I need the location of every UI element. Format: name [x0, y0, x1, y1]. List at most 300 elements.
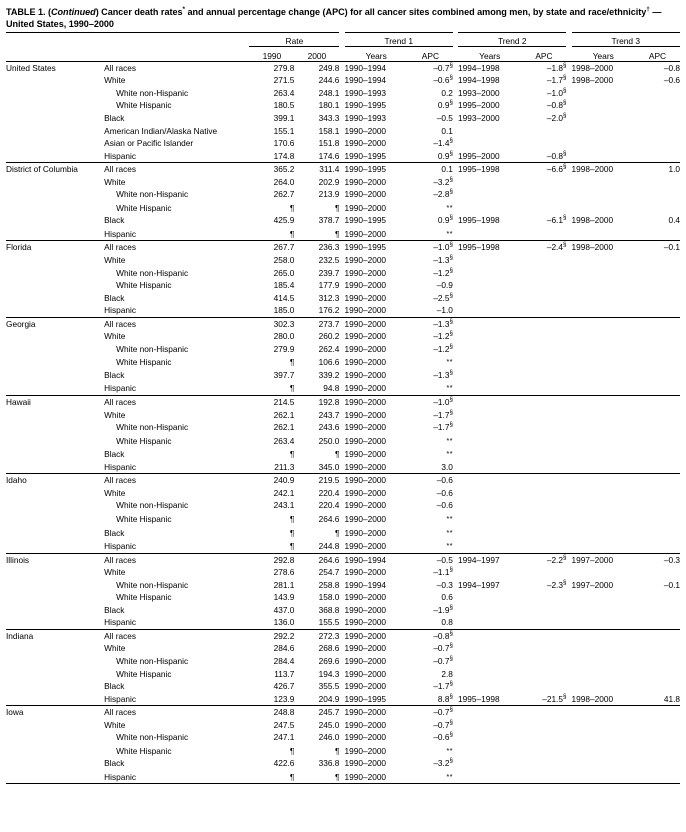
state-name-cell	[6, 693, 104, 706]
trend1-years-cell: 1990–2000	[345, 317, 408, 330]
table-row	[6, 461, 680, 474]
significance-marker: §	[562, 99, 567, 107]
trend2-apc-cell	[521, 566, 566, 579]
table-row	[6, 87, 680, 100]
trend1-apc-cell: –0.6	[408, 474, 453, 487]
state-name-cell	[6, 267, 104, 280]
trend3-years-cell	[572, 267, 635, 280]
trend3-years-cell: 1998–2000	[571, 75, 614, 86]
header-group-trend-3: Trend 3	[572, 32, 680, 46]
trend3-years-cell	[572, 680, 635, 693]
trend2-years-cell	[458, 719, 521, 732]
trend2-apc-cell	[521, 176, 566, 189]
race-category-cell: Hispanic	[104, 461, 136, 472]
significance-marker: §	[562, 87, 567, 95]
significance-marker: §	[449, 408, 453, 416]
trend1-years-cell: 1990–1995	[344, 215, 387, 226]
significance-marker: §	[449, 369, 453, 377]
rate-1990-cell: 174.8	[273, 150, 295, 161]
unavailable-symbol: ¶	[334, 745, 340, 756]
trend2-years-cell	[458, 616, 521, 629]
state-name-cell	[6, 176, 104, 189]
trend1-apc-cell	[408, 526, 453, 540]
trend2-apc-cell	[521, 201, 566, 215]
rate-1990-cell: 262.1	[273, 409, 295, 420]
rate-1990-cell: 284.4	[273, 655, 295, 666]
trend3-apc-cell	[635, 616, 680, 629]
trend3-apc-cell: –0.6	[663, 75, 680, 86]
rate-1990-cell: 243.1	[273, 500, 295, 511]
trend3-years-cell	[572, 343, 635, 356]
trend2-years-cell	[458, 137, 521, 150]
rate-2000-cell: 194.3	[318, 668, 340, 679]
significance-marker: §	[449, 630, 453, 638]
rate-2000-cell: 239.7	[318, 267, 340, 278]
trend2-apc-cell: –21.5§	[542, 692, 567, 704]
significance-marker: §	[449, 241, 453, 249]
trend2-apc-cell	[521, 317, 566, 330]
trend1-apc-cell: –0.5	[408, 553, 453, 566]
rate-1990-cell: 414.5	[273, 292, 295, 303]
significance-marker: §	[562, 214, 567, 222]
trend3-years-cell	[572, 706, 635, 719]
unavailable-symbol: ¶	[289, 541, 295, 552]
significance-marker: §	[562, 62, 567, 70]
trend1-years-cell: 1990–2000	[344, 681, 387, 692]
trend1-years-cell: 1990–2000	[344, 617, 387, 628]
table-row	[6, 499, 680, 512]
trend1-years-cell: 1990–2000	[344, 189, 387, 200]
significance-marker: §	[449, 266, 453, 274]
race-category-cell: All races	[104, 629, 249, 642]
significance-marker: §	[449, 99, 453, 107]
table-row	[6, 642, 680, 655]
state-name-cell	[6, 770, 104, 784]
trend2-years-cell	[458, 512, 521, 526]
header-group-row	[6, 32, 680, 46]
rate-1990-cell: 437.0	[273, 604, 295, 615]
trend2-apc-cell: –0.8§	[546, 149, 567, 161]
race-category-cell: All races	[104, 61, 249, 74]
trend1-years-cell: 1990–1994	[345, 553, 408, 566]
trend1-apc-cell	[408, 539, 453, 553]
table-title-continued: Continued	[51, 7, 96, 17]
table-row	[6, 693, 680, 706]
header-col-trend3-years: Years	[592, 50, 614, 61]
trend2-apc-cell: –6.6§	[521, 163, 566, 176]
state-name-cell	[6, 642, 104, 655]
race-category-cell: Hispanic	[104, 617, 136, 628]
trend3-apc-cell	[635, 512, 680, 526]
significance-marker: §	[449, 680, 453, 688]
header-col-rate-2000: 2000	[307, 50, 327, 61]
rate-1990-cell: 240.9	[249, 474, 294, 487]
trend1-years-cell: 1990–1995	[345, 241, 408, 254]
rate-1990-cell: 281.1	[273, 579, 295, 590]
trend1-apc-cell: –1.7§	[433, 680, 453, 692]
race-category-cell: White non-Hispanic	[116, 655, 189, 666]
trend1-years-cell: 1990–2000	[344, 513, 387, 524]
rate-2000-cell: 246.0	[318, 732, 340, 743]
significance-marker: §	[449, 214, 453, 222]
rate-1990-cell: 426.7	[273, 681, 295, 692]
trend1-years-cell: 1990–2000	[345, 629, 408, 642]
rate-2000-cell: 232.5	[318, 255, 340, 266]
table-row	[6, 99, 680, 112]
state-name-cell	[6, 201, 104, 215]
trend1-years-cell: 1990–2000	[344, 758, 387, 769]
unavailable-symbol: ¶	[289, 202, 295, 213]
trend3-apc-cell	[635, 188, 680, 201]
header-col-rate-1990: 1990	[262, 50, 282, 61]
trend1-years-cell: 1990–2000	[344, 383, 387, 394]
state-name-cell	[6, 343, 104, 356]
state-name-cell	[6, 279, 104, 292]
trend2-years-cell	[458, 125, 521, 138]
unavailable-symbol: ¶	[289, 745, 295, 756]
trend1-years-cell: 1990–2000	[344, 527, 387, 538]
trend2-apc-cell: –2.0§	[546, 112, 567, 123]
trend3-apc-cell	[635, 770, 680, 784]
trend2-years-cell	[458, 680, 521, 693]
trend2-years-cell: 1994–1997	[458, 553, 521, 566]
trend2-years-cell: 1994–1998	[458, 75, 500, 86]
trend3-apc-cell	[635, 355, 680, 369]
table-row	[6, 566, 680, 579]
trend1-years-cell: 1990–2000	[344, 409, 387, 420]
rate-2000-cell: 345.0	[318, 461, 340, 472]
trend3-apc-cell: 1.0	[635, 163, 680, 176]
footnote-marker-dagger: †	[646, 5, 650, 13]
trend2-apc-cell	[521, 254, 566, 267]
table-row	[6, 150, 680, 163]
trend2-years-cell	[458, 487, 521, 500]
table-row	[6, 579, 680, 592]
rate-2000-cell: 220.4	[318, 500, 340, 511]
trend1-years-cell: 1990–2000	[344, 280, 387, 291]
trend1-apc-cell: –3.2§	[433, 757, 453, 769]
rate-2000-cell: 155.5	[318, 617, 340, 628]
table-row	[6, 553, 680, 566]
rate-1990-cell: 262.7	[273, 189, 295, 200]
table-row	[6, 757, 680, 770]
trend1-years-cell: 1990–2000	[344, 732, 387, 743]
state-name-cell	[6, 668, 104, 681]
trend3-apc-cell: –0.3	[635, 553, 680, 566]
trend3-years-cell	[572, 655, 635, 668]
trend3-years-cell	[572, 499, 635, 512]
trend2-apc-cell	[521, 461, 566, 474]
significance-marker: §	[562, 163, 567, 171]
unavailable-symbol: ¶	[334, 228, 340, 239]
trend1-years-cell: 1990–2000	[344, 643, 387, 654]
trend3-years-cell: 1998–2000	[572, 61, 635, 74]
table-row	[6, 770, 680, 784]
trend2-apc-cell	[521, 668, 566, 681]
rate-2000-cell: 204.9	[318, 693, 340, 704]
trend3-years-cell	[572, 330, 635, 343]
trend2-years-cell	[458, 629, 521, 642]
trend3-apc-cell: 0.4	[668, 215, 680, 226]
trend1-apc-cell: –2.5§	[433, 291, 453, 303]
trend2-apc-cell: –2.3§	[546, 578, 567, 590]
header-col-trend1-apc: APC	[421, 50, 440, 61]
trend1-apc-cell: –1.9§	[433, 604, 453, 615]
significance-marker: §	[562, 578, 567, 586]
table-row	[6, 369, 680, 382]
race-category-cell: White Hispanic	[116, 513, 172, 524]
header-sub-spacer-2	[104, 46, 249, 61]
race-category-cell: White Hispanic	[116, 357, 172, 368]
state-name-cell	[6, 188, 104, 201]
trend2-years-cell	[458, 434, 521, 448]
trend3-apc-cell	[635, 539, 680, 553]
trend3-apc-cell	[635, 381, 680, 395]
bottom-rule-cell	[6, 784, 680, 785]
trend2-years-cell	[458, 539, 521, 553]
rate-2000-cell	[294, 526, 339, 540]
trend1-apc-cell: 2.8	[441, 668, 453, 679]
trend3-apc-cell	[635, 604, 680, 617]
rate-1990-cell: 262.1	[273, 422, 295, 433]
trend2-years-cell	[458, 770, 521, 784]
state-name-cell	[6, 526, 104, 540]
trend2-years-cell	[458, 176, 521, 189]
table-row	[6, 267, 680, 280]
header-col-trend2-years: Years	[479, 50, 501, 61]
trend2-apc-cell	[521, 343, 566, 356]
trend2-apc-cell	[521, 421, 566, 434]
table-row	[6, 304, 680, 317]
trend2-years-cell	[458, 447, 521, 461]
state-name-cell	[6, 719, 104, 732]
unavailable-symbol: ¶	[289, 771, 295, 782]
rate-2000-cell: 273.7	[294, 317, 339, 330]
trend1-apc-cell: 0.8	[441, 617, 453, 628]
rate-1990-cell: 247.1	[273, 732, 295, 743]
significance-marker: §	[562, 149, 567, 157]
table-row	[6, 706, 680, 719]
trend1-apc-cell: –2.8§	[433, 188, 453, 200]
trend1-apc-cell: –0.8§	[408, 629, 453, 642]
trend3-apc-cell	[635, 409, 680, 422]
trend1-apc-cell: –1.2§	[433, 266, 453, 278]
trend3-apc-cell	[635, 150, 680, 163]
race-category-cell: All races	[104, 241, 249, 254]
state-name-cell: Hawaii	[6, 396, 104, 409]
trend1-apc-cell: –3.2§	[433, 175, 453, 187]
trend1-apc-cell: 0.9§	[437, 149, 453, 161]
table-row	[6, 137, 680, 150]
rate-1990-cell: 185.0	[273, 305, 295, 316]
state-name-cell	[6, 112, 104, 125]
trend1-years-cell: 1990–1995	[344, 693, 387, 704]
trend2-apc-cell	[521, 604, 566, 617]
rate-2000-cell: 244.6	[318, 75, 340, 86]
table-header	[6, 32, 680, 61]
trend2-years-cell	[458, 731, 521, 744]
significance-marker: §	[449, 175, 453, 183]
trend2-apc-cell	[521, 591, 566, 604]
rate-2000-cell	[294, 227, 339, 241]
trend2-apc-cell	[521, 355, 566, 369]
trend2-apc-cell	[521, 304, 566, 317]
not-significant-symbol: **	[446, 771, 453, 781]
race-category-cell: White	[104, 409, 126, 420]
trend1-apc-cell	[408, 227, 453, 241]
state-name-cell	[6, 447, 104, 461]
trend3-apc-cell	[635, 499, 680, 512]
trend2-years-cell	[458, 706, 521, 719]
rate-2000-cell: 272.3	[294, 629, 339, 642]
rate-2000-cell: 180.1	[318, 100, 340, 111]
trend3-years-cell	[572, 137, 635, 150]
table-row	[6, 539, 680, 553]
race-category-cell: White	[104, 719, 126, 730]
race-category-cell: Black	[104, 369, 125, 380]
table-row	[6, 330, 680, 343]
rate-2000-cell: 243.6	[318, 422, 340, 433]
trend2-apc-cell	[521, 744, 566, 758]
state-name-cell	[6, 680, 104, 693]
trend1-years-cell: 1990–2000	[344, 668, 387, 679]
trend3-years-cell	[572, 409, 635, 422]
trend2-apc-cell	[521, 719, 566, 732]
rate-1990-cell	[249, 512, 294, 526]
trend3-apc-cell: –0.8	[635, 61, 680, 74]
table-row	[6, 112, 680, 125]
trend3-years-cell: 1998–2000	[571, 215, 614, 226]
significance-marker: §	[449, 396, 453, 404]
trend1-years-cell: 1990–2000	[344, 138, 387, 149]
trend1-apc-cell: –0.6	[436, 487, 453, 498]
race-category-cell: Black	[104, 215, 125, 226]
significance-marker: §	[449, 188, 453, 196]
trend2-apc-cell	[521, 731, 566, 744]
state-name-cell	[6, 487, 104, 500]
trend1-apc-cell: –1.1§	[433, 566, 453, 578]
state-name-cell	[6, 150, 104, 163]
trend1-years-cell: 1990–2000	[344, 771, 387, 782]
rate-1990-cell: 425.9	[273, 215, 295, 226]
table-row	[6, 668, 680, 681]
state-name-cell	[6, 591, 104, 604]
race-category-cell: Black	[104, 449, 125, 460]
significance-marker: §	[449, 254, 453, 262]
trend2-apc-cell	[521, 642, 566, 655]
rate-2000-cell: 249.8	[294, 61, 339, 74]
trend1-apc-cell: 3.0	[441, 461, 453, 472]
trend1-years-cell: 1990–1995	[344, 100, 387, 111]
trend3-years-cell	[572, 668, 635, 681]
not-significant-symbol: **	[446, 357, 453, 367]
trend2-apc-cell	[521, 125, 566, 138]
trend1-years-cell: 1990–1994	[344, 579, 387, 590]
rate-1990-cell: 155.1	[273, 125, 295, 136]
state-name-cell: Georgia	[6, 317, 104, 330]
state-name-cell: Idaho	[6, 474, 104, 487]
trend3-years-cell: 1998–2000	[572, 241, 635, 254]
trend3-years-cell	[572, 227, 635, 241]
rate-2000-cell: 254.7	[318, 567, 340, 578]
rate-1990-cell: 278.6	[273, 567, 295, 578]
table-row	[6, 355, 680, 369]
trend3-years-cell	[572, 757, 635, 770]
table-row	[6, 744, 680, 758]
rate-1990-cell	[249, 201, 294, 215]
footnote-marker-star: *	[182, 5, 185, 13]
trend2-years-cell	[458, 188, 521, 201]
state-name-cell	[6, 409, 104, 422]
trend3-years-cell	[572, 381, 635, 395]
rate-2000-cell: 158.0	[318, 592, 340, 603]
significance-marker: §	[449, 74, 453, 82]
rate-2000-cell: 213.9	[318, 189, 340, 200]
race-category-cell: White non-Hispanic	[116, 343, 189, 354]
significance-marker: §	[449, 731, 453, 739]
race-category-cell: White Hispanic	[116, 280, 172, 291]
state-name-cell	[6, 421, 104, 434]
trend1-apc-cell: –1.7§	[433, 421, 453, 433]
trend3-years-cell	[572, 731, 635, 744]
rate-1990-cell: 264.0	[273, 176, 295, 187]
rate-2000-cell: 260.2	[318, 331, 340, 342]
significance-marker: §	[562, 553, 567, 561]
significance-marker: §	[449, 421, 453, 429]
race-category-cell: Black	[104, 604, 125, 615]
trend2-years-cell	[458, 292, 521, 305]
trend1-apc-cell: –1.4§	[433, 137, 453, 149]
trend2-years-cell: 1995–2000	[458, 100, 500, 111]
trend3-apc-cell	[635, 330, 680, 343]
trend3-apc-cell	[635, 526, 680, 540]
rate-2000-cell: 250.0	[318, 435, 340, 446]
state-name-cell	[6, 461, 104, 474]
table-title-rest: and annual percentage change (APC) for all cancer sites combined among men, by state and race/ethnicity	[185, 7, 647, 17]
significance-marker: §	[449, 706, 453, 714]
header-sub-row	[6, 46, 680, 61]
trend1-apc-cell: 0.1	[408, 163, 453, 176]
rate-2000-cell: 176.2	[318, 305, 340, 316]
trend3-years-cell	[572, 304, 635, 317]
trend1-apc-cell: –1.7§	[433, 408, 453, 420]
trend3-years-cell	[572, 591, 635, 604]
rate-1990-cell: 279.9	[273, 343, 295, 354]
trend1-years-cell: 1990–2000	[345, 706, 408, 719]
trend3-apc-cell	[635, 474, 680, 487]
trend3-apc-cell	[635, 343, 680, 356]
table-row	[6, 604, 680, 617]
trend2-years-cell	[458, 381, 521, 395]
trend1-apc-cell: 8.8§	[437, 692, 453, 704]
trend3-apc-cell	[635, 731, 680, 744]
trend1-years-cell: 1990–2000	[344, 422, 387, 433]
trend1-apc-cell	[408, 770, 453, 784]
race-category-cell: White	[104, 567, 126, 578]
trend2-apc-cell: –1.8§	[521, 61, 566, 74]
trend1-years-cell: 1990–2000	[344, 125, 387, 136]
trend1-apc-cell: –0.7§	[408, 61, 453, 74]
table-row	[6, 125, 680, 138]
trend1-years-cell: 1990–2000	[344, 592, 387, 603]
trend2-apc-cell	[521, 369, 566, 382]
race-category-cell: White non-Hispanic	[116, 87, 189, 98]
table-row	[6, 680, 680, 693]
trend3-apc-cell: 41.8	[663, 693, 680, 704]
trend3-apc-cell	[635, 227, 680, 241]
trend1-years-cell: 1990–1994	[345, 61, 408, 74]
trend3-years-cell	[572, 150, 635, 163]
